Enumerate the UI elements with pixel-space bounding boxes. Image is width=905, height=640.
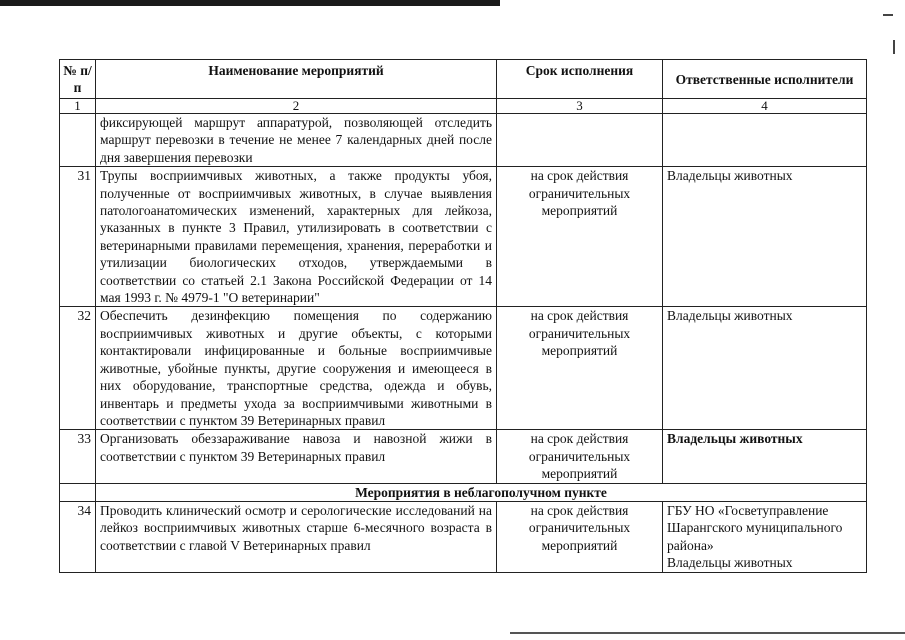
section-header-row (60, 483, 867, 501)
header-responsible: Ответственные исполнители (663, 60, 867, 99)
row-number: 33 (60, 430, 96, 483)
column-number: 3 (497, 99, 663, 114)
measure-text: Трупы восприимчивых животных, а также продукты убоя, полученные от восприимчивых животных, в случае выявления патологоанатомических изменений, характерных для лейкоза, указанных в пункте 3 Правил, утилизировать в соответствии с ветеринарными правилами перемещения, хранения, переработки и утилизации биологических отходов, утверждаемыми в соответствии со статьей 2.1 Закона Российской Федерации от 14 мая 1993 г. № 4979-1 "О ветеринарии" (96, 167, 497, 307)
table-row (60, 307, 867, 430)
table-row (60, 430, 867, 483)
row-number: 31 (60, 167, 96, 307)
row-number: 34 (60, 501, 96, 572)
responsible-cell: Владельцы животных (663, 307, 867, 430)
table-header-row (60, 60, 867, 99)
header-name: Наименование мероприятий (96, 60, 497, 99)
responsible-cell: Владельцы животных (663, 167, 867, 307)
row-number: 32 (60, 307, 96, 430)
responsible-owner: Владельцы животных (667, 555, 793, 571)
row-number (60, 114, 96, 167)
scan-mark (893, 40, 895, 54)
measure-text: фиксирующей маршрут аппаратурой, позволяющей отследить маршрут перевозки в течение не менее 7 календарных дней после дня завершения перевозки (96, 114, 497, 167)
column-number: 1 (60, 99, 96, 114)
header-no: № п/п (60, 60, 96, 99)
responsible-cell: Владельцы животных (663, 430, 867, 483)
column-number-row (60, 99, 867, 114)
scan-mark (883, 14, 893, 16)
term-cell: на срок действия ограничительных мероприятий (497, 430, 663, 483)
header-term: Срок исполнения (497, 60, 663, 99)
responsible-cell (663, 114, 867, 167)
term-cell (497, 114, 663, 167)
section-title: Мероприятия в неблагополучном пункте (96, 483, 867, 501)
column-number: 4 (663, 99, 867, 114)
term-cell: на срок действия ограничительных мероприятий (497, 167, 663, 307)
scan-border-bottom (510, 632, 905, 634)
term-cell: на срок действия ограничительных мероприятий (497, 307, 663, 430)
measure-text: Обеспечить дезинфекцию помещения по содержанию восприимчивых животных и другие объекты, с которыми контактировали инфицированные и больные восприимчивые животные, убойные пункты, другие сооружения и имеющееся в них оборудование, транспортные средства, одежда и обувь, инвентарь и предметы ухода за восприимчивыми животными в соответствии с пунктом 39 Ветеринарных правил (96, 307, 497, 430)
measures-table (59, 59, 867, 573)
table-row-continuation (60, 114, 867, 167)
table-row (60, 501, 867, 572)
scan-border-top (0, 0, 500, 6)
measure-text: Проводить клинический осмотр и серологические исследований на лейкоз восприимчивых животных старше 6-месячного возраста в соответствии с главой V Ветеринарных правил (96, 501, 497, 572)
responsible-cell (663, 501, 867, 572)
column-number: 2 (96, 99, 497, 114)
row-number (60, 483, 96, 501)
table-row (60, 167, 867, 307)
responsible-organization: ГБУ НО «Госветуправление Шарангского муниципального района» (667, 502, 843, 553)
measure-text: Организовать обеззараживание навоза и навозной жижи в соответствии с пунктом 39 Ветеринарных правил (96, 430, 497, 483)
term-cell: на срок действия ограничительных мероприятий (497, 501, 663, 572)
